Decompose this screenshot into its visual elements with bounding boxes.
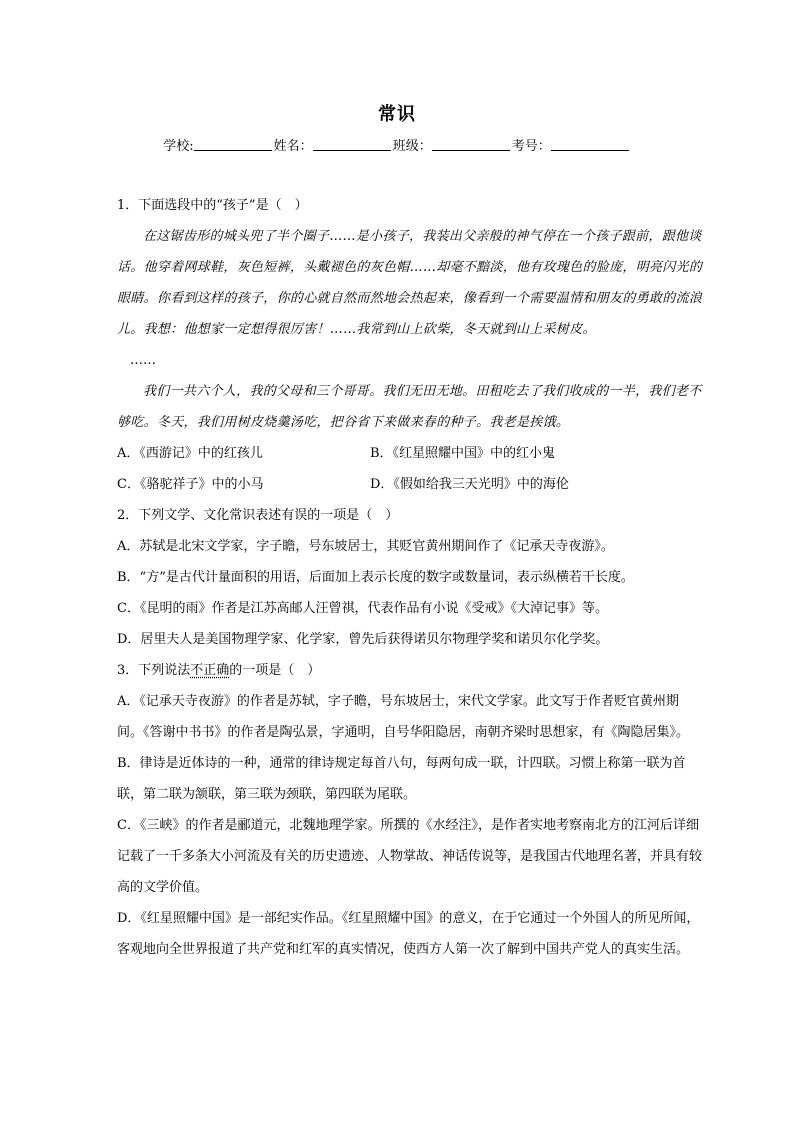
question-1-option-c: C．《骆驼祥子》中的小马 bbox=[117, 477, 264, 492]
question-1-stem: 1．下面选段中的“孩子”是（ ） bbox=[117, 198, 308, 213]
question-1-option-d: D．《假如给我三天光明》中的海伦 bbox=[370, 477, 569, 492]
passage-paragraph-1: 在这锯齿形的城头兜了半个圈子……是小孩子，我装出父亲般的神气停在一个孩子跟前，跟他谈话。他穿着网球鞋，灰色短裤，头戴褪色的灰色帽……却毫不黯淡，他有玫瑰色的脸庞，明亮闪光的眼睛。你看到这样的孩子，你的心就自然而然地会热起来，像看到一个需要温情和朋友的勇敢的流浪儿。我想：他想家一定想得很厉害！……我常到山上砍柴，冬天就到山上采树皮。 bbox=[117, 229, 703, 337]
exam-no-label: 考号： bbox=[511, 139, 551, 154]
question-2-stem: 2．下列文学、文化常识表述有误的一项是（ ） bbox=[117, 508, 399, 523]
page-title: 常识 bbox=[378, 104, 416, 125]
question-3-option-a: A．《记承天寺夜游》的作者是苏轼，字子瞻，号东坡居士，宋代文学家。此文写于作者贬官黄州期间。《答谢中书书》的作者是陶弘景，字通明，自号华阳隐居，南朝齐梁时思想家，有《陶隐居集》。 bbox=[117, 694, 690, 740]
question-2-option-d: D．居里夫人是美国物理学家、化学家，曾先后获得诺贝尔物理学奖和诺贝尔化学奖。 bbox=[117, 632, 609, 647]
question-1-option-b: B．《红星照耀中国》中的红小鬼 bbox=[370, 446, 556, 461]
school-blank bbox=[194, 137, 272, 151]
question-3 bbox=[117, 655, 704, 965]
question-3-option-d: D．《红星照耀中国》是一部纪实作品。《红星照耀中国》的意义，在于它通过一个外国人的所见所闻，客观地向全世界报道了共产党和红军的真实情况，使西方人第一次了解到中国共产党人的真实生活。 bbox=[117, 911, 700, 957]
class-blank bbox=[432, 137, 510, 151]
passage-ellipsis: …… bbox=[130, 353, 156, 368]
school-label: 学校: bbox=[163, 139, 194, 154]
name-blank bbox=[313, 137, 391, 151]
question-2 bbox=[117, 500, 704, 655]
question-1-options bbox=[117, 438, 704, 500]
passage-paragraph-2: 我们一共六个人，我的父母和三个哥哥。我们无田无地。田租吃去了我们收成的一半，我们老不够吃。冬天，我们用树皮烧羹汤吃，把谷省下来做来春的种子。我老是挨饿。 bbox=[117, 384, 702, 430]
question-3-option-c: C．《三峡》的作者是郦道元，北魏地理学家。所撰的《水经注》，是作者实地考察南北方的江河后详细记载了一千多条大小河流及有关的历史遗迹、人物掌故、神话传说等，是我国古代地理名著，并具有较高的文学价值。 bbox=[117, 818, 703, 895]
question-3-stem-suffix: 的一项是（ ） bbox=[229, 663, 321, 678]
exam-no-blank bbox=[551, 137, 629, 151]
question-3-stem bbox=[117, 655, 704, 686]
question-1-option-a: A．《西游记》中的红孩儿 bbox=[117, 446, 263, 461]
name-label: 姓名： bbox=[273, 139, 313, 154]
questions bbox=[117, 190, 704, 965]
question-2-option-b: B．“方”是古代计量面积的用语，后面加上表示长度的数字或数量词，表示纵横若干长度。 bbox=[117, 570, 634, 585]
question-1 bbox=[117, 190, 704, 500]
question-2-option-c: C．《昆明的雨》作者是江苏高邮人汪曾祺，代表作品有小说《受戒》《大淖记事》等。 bbox=[117, 601, 608, 616]
question-3-stem-emphasis: 不正确 bbox=[190, 663, 230, 678]
question-2-option-a: A．苏轼是北宋文学家，字子瞻，号东坡居士，其贬官黄州期间作了《记承天寺夜游》。 bbox=[117, 539, 614, 554]
question-3-option-b: B．律诗是近体诗的一种，通常的律诗规定每首八句，每两句成一联，计四联。习惯上称第一联为首联，第二联为颔联，第三联为颈联，第四联为尾联。 bbox=[117, 756, 686, 802]
question-3-stem-prefix: 3．下列说法 bbox=[117, 663, 191, 678]
class-label: 班级： bbox=[392, 139, 432, 154]
student-info-line bbox=[0, 135, 794, 154]
